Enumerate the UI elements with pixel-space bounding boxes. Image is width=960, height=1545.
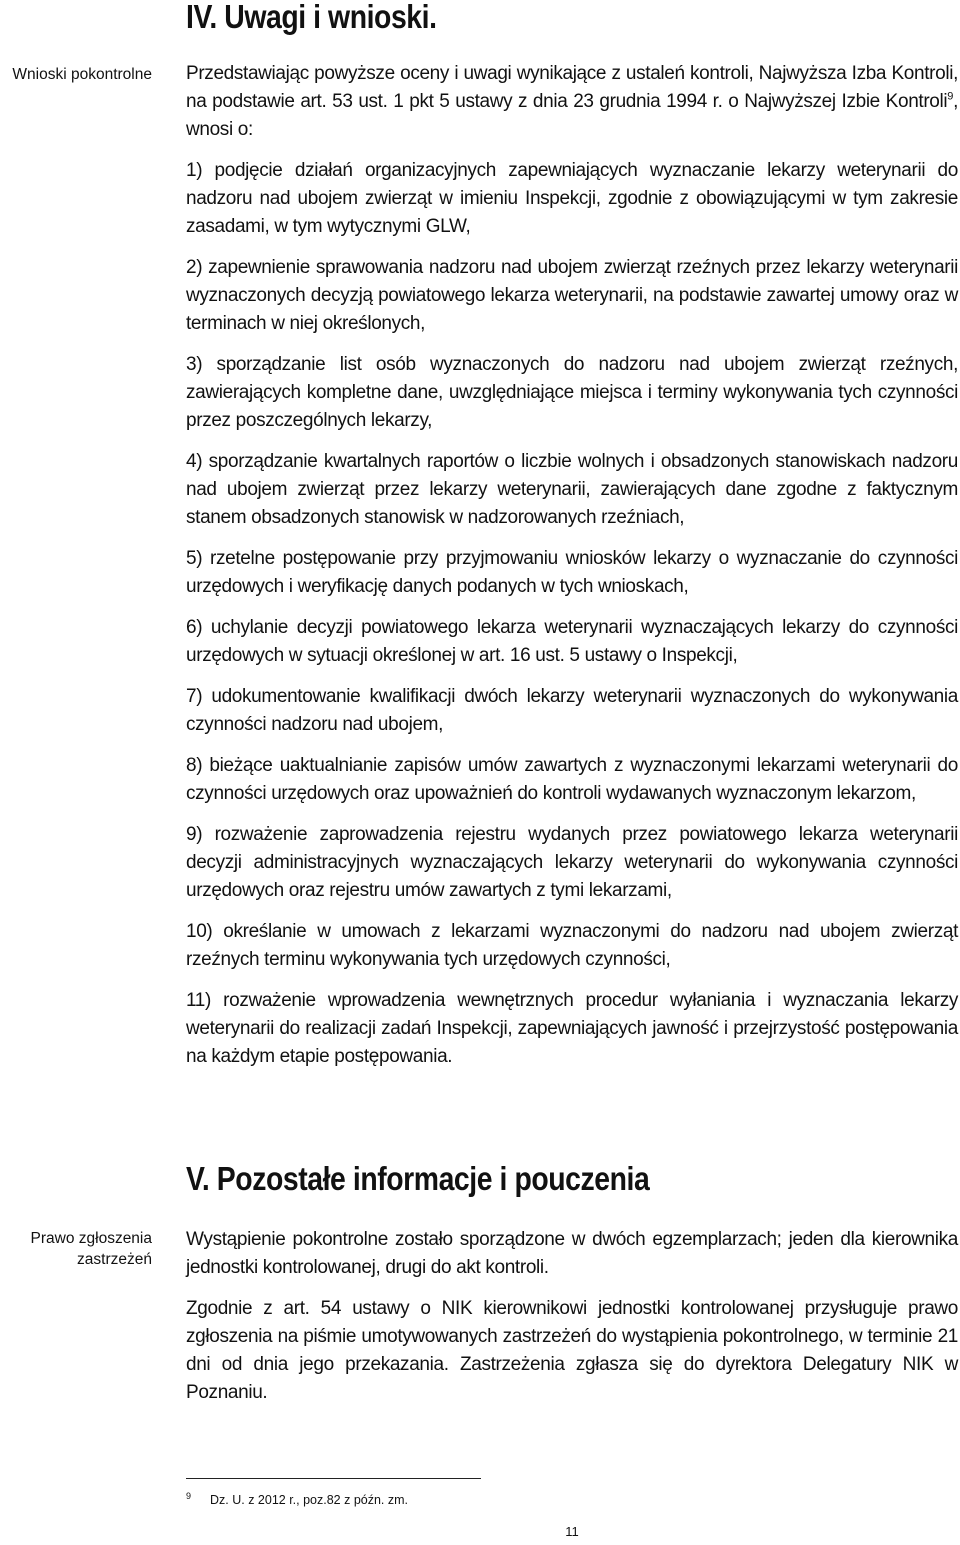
recommendation-item: 11) rozważenie wprowadzenia wewnętrznych procedur wyłaniania i wyznaczania lekarzy weterynarii do realizacji zadań Inspekcji, zapewniających jawność i przejrzystość postępowania na każdym etapie postępowania.: [186, 990, 958, 1067]
intro-paragraph: [186, 60, 958, 144]
recommendation-item: 4) sporządzanie kwartalnych raportów o liczbie wolnych i obsadzonych stanowiskach nadzoru nad ubojem zwierząt przez lekarzy weterynarii, zawierających dane zgodne z faktycznym stanem obsadzonych stanowisk w nadzorowanych rzeźniach,: [186, 451, 958, 528]
recommendations-list: [186, 157, 958, 1071]
recommendation-item: 10) określanie w umowach z lekarzami wyznaczonymi do nadzoru nad ubojem zwierząt rzeźnych terminu wykonywania tych urzędowych czynności,: [186, 921, 958, 970]
footnote-number: 9: [186, 1491, 192, 1501]
footnote-reference: 9: [947, 90, 954, 103]
margin-label-wnioski: Wnioski pokontrolne: [12, 66, 152, 83]
intro-text-end: , wnosi o:: [186, 91, 958, 140]
footnote-text: Dz. U. z 2012 r., poz.82 z późn. zm.: [210, 1493, 409, 1508]
recommendation-item: 1) podjęcie działań organizacyjnych zapewniających wyznaczanie lekarzy weterynarii do nadzoru nad ubojem zwierząt w imieniu Inspekcji, zgodnie z obowiązującymi w tym zakresie zasadami, w tym wytycznymi GLW,: [186, 160, 958, 237]
footnote: [186, 1491, 408, 1507]
section-iv-heading: IV. Uwagi i wnioski.: [186, 0, 437, 35]
margin-label-prawo: Prawo zgłoszenia zastrzeżeń: [30, 1230, 152, 1268]
section-iv-body: [186, 60, 958, 1084]
intro-text: Przedstawiając powyższe oceny i uwagi wynikające z ustaleń kontroli, Najwyższa Izba Kontroli, na podstawie art. 53 ust. 1 pkt 5 ustawy z dnia 23 grudnia 1994 r. o Najwyższej Izbie Kontroli: [186, 63, 958, 112]
section-v-body: [186, 1226, 958, 1420]
page-number: 11: [565, 1524, 579, 1539]
recommendation-item: 7) udokumentowanie kwalifikacji dwóch lekarzy weterynarii wyznaczonych do wykonywania czynności nadzoru nad ubojem,: [186, 686, 958, 735]
recommendation-item: 6) uchylanie decyzji powiatowego lekarza weterynarii wyznaczających lekarzy do czynności urzędowych w sytuacji określonej w art. 16 ust. 5 ustawy o Inspekcji,: [186, 617, 958, 666]
recommendation-item: 8) bieżące uaktualnianie zapisów umów zawartych z wyznaczonymi lekarzami weterynarii do czynności urzędowych oraz upoważnień do kontroli wydawanych wyznaczonym lekarzom,: [186, 755, 958, 804]
recommendation-item: 9) rozważenie zaprowadzenia rejestru wydanych przez powiatowego lekarza weterynarii decyzji administracyjnych wyznaczających lekarzy weterynarii do wykonywania czynności urzędowych oraz rejestru umów zawartych z tymi lekarzami,: [186, 824, 958, 901]
recommendation-item: 5) rzetelne postępowanie przy przyjmowaniu wniosków lekarzy o wyznaczanie do czynności urzędowych i weryfikację danych podanych w tych wnioskach,: [186, 548, 958, 597]
recommendation-item: 2) zapewnienie sprawowania nadzoru nad ubojem zwierząt rzeźnych przez lekarzy weterynarii wyznaczonych decyzją powiatowego lekarza weterynarii, na podstawie zawartej umowy oraz w terminach w niej określonych,: [186, 257, 958, 334]
footnote-separator: [186, 1478, 481, 1479]
section-v-heading: V. Pozostałe informacje i pouczenia: [186, 1160, 650, 1197]
paragraph-objections: Zgodnie z art. 54 ustawy o NIK kierownikowi jednostki kontrolowanej przysługuje prawo zgłoszenia na piśmie umotywowanych zastrzeżeń do wystąpienia pokontrolnego, w terminie 21 dni od dnia jego przekazania. Zastrzeżenia zgłasza się do dyrektora Delegatury NIK w Poznaniu.: [186, 1298, 958, 1403]
paragraph-copies: Wystąpienie pokontrolne zostało sporządzone w dwóch egzemplarzach; jeden dla kierownika jednostki kontrolowanej, drugi do akt kontroli.: [186, 1229, 958, 1278]
recommendation-item: 3) sporządzanie list osób wyznaczonych do nadzoru nad ubojem zwierząt rzeźnych, zawierających kompletne dane, uwzględniające miejsca i terminy wykonywania tych czynności przez poszczególnych lekarzy,: [186, 354, 958, 431]
